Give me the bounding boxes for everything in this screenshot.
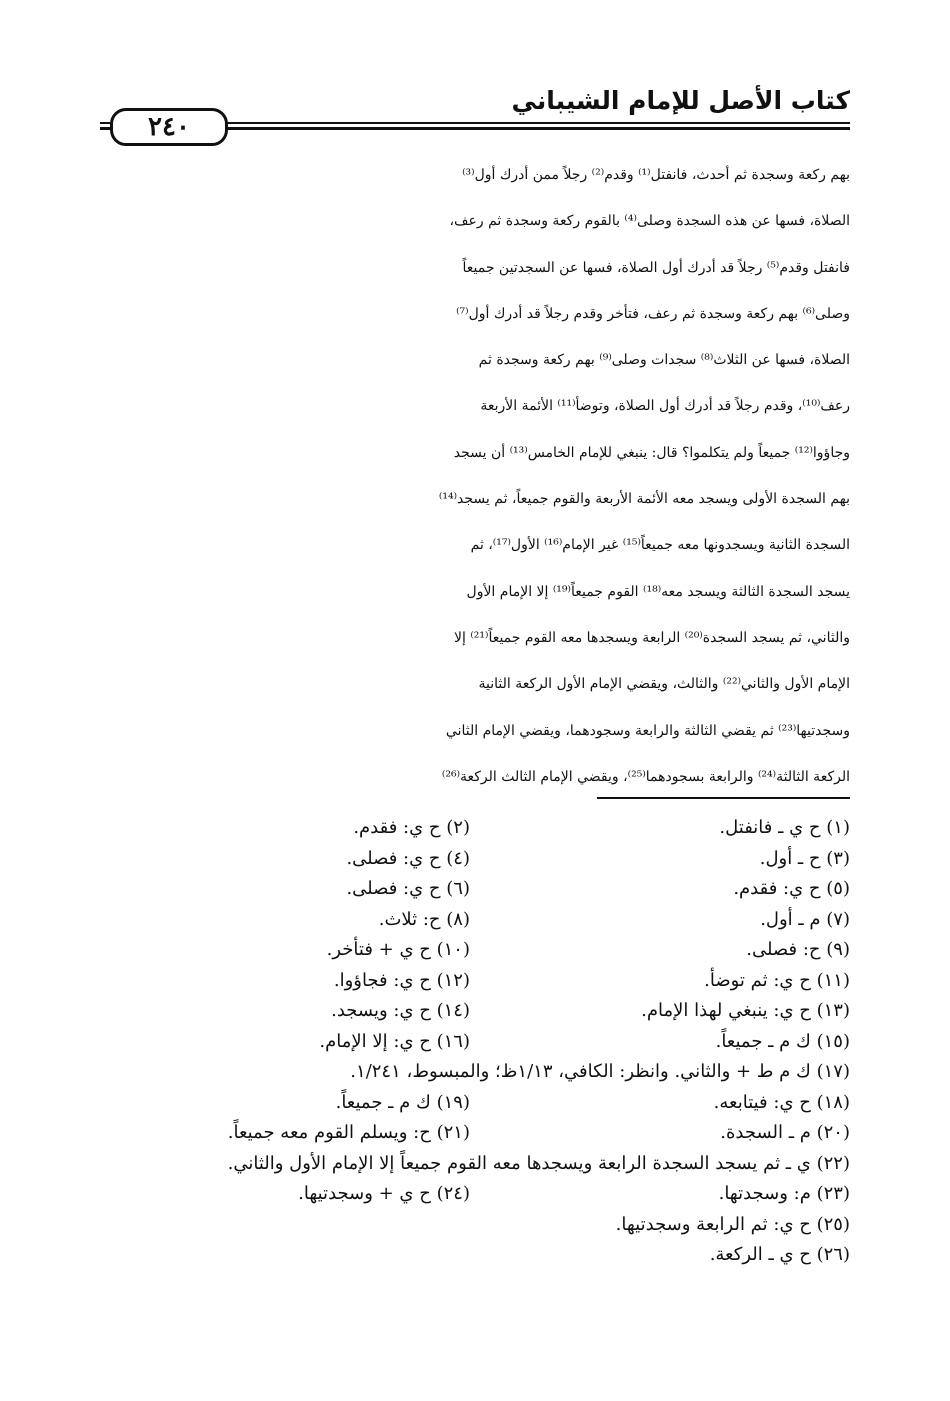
footnote-entry: (٢٢) ي ـ ثم يسجد السجدة الرابعة ويسجدها معه القوم جميعاً إلا الإمام الأول والثاني. [227,1152,850,1174]
footnote-row [100,1057,850,1088]
footnote-separator [597,797,850,799]
main-text [100,152,850,800]
running-header-title: كتاب الأصل للإمام الشيباني [511,86,850,115]
footnotes [100,813,850,1271]
text-line: وصلى⁽⁶⁾ بهم ركعة وسجدة ثم رعف، فتأخر وقدم رجلاً قد أدرك أول⁽⁷⁾ [456,305,850,322]
text-line: والثاني، ثم يسجد السجدة⁽²⁰⁾ الرابعة ويسجدها معه القوم جميعاً⁽²¹⁾ إلا [454,629,850,646]
footnote-entry: (١٨) ح ي: فيتابعه. [713,1091,850,1113]
text-line: يسجد السجدة الثالثة ويسجد معه⁽¹⁸⁾ القوم جميعاً⁽¹⁹⁾ إلا الإمام الأول [466,583,850,600]
footnote-entry: (٣) ح ـ أول. [759,847,850,869]
footnote-entry: (١٤) ح ي: ويسجد. [331,1000,470,1021]
footnote-row [100,1027,850,1058]
footnote-entry: (١٣) ح ي: ينبغي لهذا الإمام. [641,1000,850,1021]
footnote-row [100,813,850,844]
footnote-row [100,1149,850,1180]
footnote-entry: (١٢) ح ي: فجاؤوا. [333,969,470,991]
footnote-row [100,844,850,875]
footnote-entry: (١٦) ح ي: إلا الإمام. [319,1030,470,1052]
footnote-entry: (١) ح ي ـ فانفتل. [719,817,850,838]
footnote-row [100,874,850,905]
text-line: الركعة الثالثة⁽²⁴⁾ والرابعة بسجودهما⁽²⁵⁾، ويقضي الإمام الثالث الركعة⁽²⁶⁾ [441,768,850,785]
footnote-row [100,1179,850,1210]
text-line: رعف⁽¹⁰⁾، وقدم رجلاً قد أدرك أول الصلاة، وتوضأ⁽¹¹⁾ الأئمة الأربعة [480,398,850,415]
footnote-row [100,966,850,997]
footnote-entry: (١٥) ك م ـ جميعاً. [715,1030,850,1052]
footnote-entry: (٥) ح ي: فقدم. [733,878,850,899]
footnote-row [100,1088,850,1119]
text-line: بهم ركعة وسجدة ثم أحدث، فانفتل⁽¹⁾ وقدم⁽²⁾ رجلاً ممن أدرك أول⁽³⁾ [462,167,850,183]
footnote-entry: (٢٤) ح ي + وسجدتيها. [298,1183,470,1204]
text-line: الصلاة، فسها عن هذه السجدة وصلى⁽⁴⁾ بالقوم ركعة وسجدة ثم رعف، [449,213,850,230]
footnote-entry: (٧) م ـ أول. [760,908,850,930]
footnote-row [100,1240,850,1271]
footnote-entry: (٦) ح ي: فصلى. [346,878,470,899]
footnote-row [100,1210,850,1241]
footnote-row [100,905,850,936]
footnote-entry: (٢٠) م ـ السجدة. [720,1122,850,1143]
text-line: وسجدتيها⁽²³⁾ ثم يقضي الثالثة والرابعة وسجودهما، ويقضي الإمام الثاني [445,722,850,739]
footnote-entry: (٨) ح: ثلاث. [378,908,470,930]
footnote-entry: (١٧) ك م ط + والثاني. وانظر: الكافي، ١/١٣ظ؛ والمبسوط، ١/٢٤١. [350,1061,850,1082]
footnote-entry: (٢) ح ي: فقدم. [353,817,470,838]
text-line: بهم السجدة الأولى ويسجد معه الأئمة الأربعة والقوم جميعاً، ثم يسجد⁽¹⁴⁾ [438,491,850,508]
footnote-entry: (١١) ح ي: ثم توضأ. [704,969,850,991]
text-line: وجاؤوا⁽¹²⁾ جميعاً ولم يتكلموا؟ قال: ينبغي للإمام الخامس⁽¹³⁾ أن يسجد [453,444,850,461]
text-line: الإمام الأول والثاني⁽²²⁾ والثالث، ويقضي الإمام الأول الركعة الثانية [478,676,850,693]
footnote-entry: (١٩) ك م ـ جميعاً. [335,1091,470,1113]
footnote-entry: (٢١) ح: ويسلم القوم معه جميعاً. [227,1122,470,1143]
footnote-entry: (٩) ح: فصلى. [746,939,850,960]
text-line: السجدة الثانية ويسجدونها معه جميعاً⁽¹⁵⁾ غير الإمام⁽¹⁶⁾ الأول⁽¹⁷⁾، ثم [470,537,850,554]
footnote-row [100,996,850,1027]
footnote-row [100,935,850,966]
footnote-entry: (٤) ح ي: فصلى. [346,847,470,869]
footnote-entry: (٢٥) ح ي: ثم الرابعة وسجدتيها. [615,1213,850,1235]
footnote-row [100,1118,850,1149]
footnote-entry: (٢٦) ح ي ـ الركعة. [709,1244,850,1265]
text-line: الصلاة، فسها عن الثلاث⁽⁸⁾ سجدات وصلى⁽⁹⁾ بهم ركعة وسجدة ثم [478,352,850,369]
page-number: ٢٤٠ [110,108,228,146]
text-line: فانفتل وقدم⁽⁵⁾ رجلاً قد أدرك أول الصلاة، فسها عن السجدتين جميعاً [462,259,850,276]
footnote-entry: (٢٣) م: وسجدتها. [718,1183,850,1204]
footnote-entry: (١٠) ح ي + فتأخر. [326,939,470,960]
